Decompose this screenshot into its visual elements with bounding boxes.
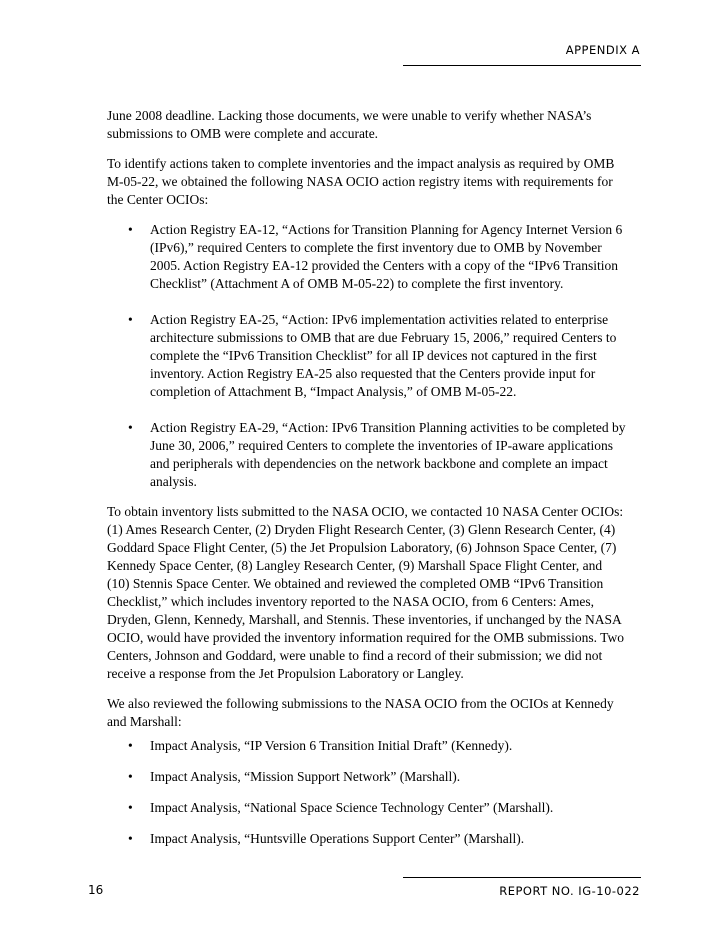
paragraph-registry-intro: To identify actions taken to complete inventories and the impact analysis as required by OMB M-05-22, we obtained the following NASA OCIO action registry items with requirements for the Center OCIOs: bbox=[107, 156, 615, 207]
paragraph-submissions-intro: We also reviewed the following submissions to the NASA OCIO from the OCIOs at Kennedy and Marshall: bbox=[107, 696, 614, 729]
submission-list bbox=[107, 737, 627, 848]
paragraph-inventory-lists: To obtain inventory lists submitted to the NASA OCIO, we contacted 10 NASA Center OCIOs: (1) Ames Research Center, (2) Dryden Flight Research Center, (3) Glenn Research Center, (4) Goddard Space Flight Center, (5) the Jet Propulsion Laboratory, (6) Johnson Space Center, (7) Kennedy Space Center, (8) Langley Research Center, (9) Marshall Space Flight Center, and (10) Stennis Space Center. We obtained and reviewed the completed OMB “IPv6 Transition Checklist,” which includes inventory reported to the NASA OCIO, from 6 Centers: Ames, Dryden, Glenn, Kennedy, Marshall, and Stennis. These inventories, if unchanged by the NASA OCIO, would have provided the inventory information required for the OMB submissions. Two Centers, Johnson and Goddard, were unable to find a record of their submission; we did not receive a response from the Jet Propulsion Laboratory or Langley. bbox=[107, 504, 624, 681]
registry-list bbox=[107, 221, 627, 491]
list-item-text: Impact Analysis, “National Space Science Technology Center” (Marshall). bbox=[150, 800, 554, 815]
list-item bbox=[107, 830, 627, 848]
bullet-icon: • bbox=[128, 420, 133, 435]
list-item bbox=[107, 799, 627, 817]
list-item-text: Action Registry EA-25, “Action: IPv6 implementation activities related to enterprise architecture submissions to OMB that are due February 15, 2006,” required Centers to complete the “IPv6 Transition Checklist” for all IP devices not captured in the first inventory. Action Registry EA-25 also requested that the Centers provide input for completion of Attachment B, “Impact Analysis,” of OMB M-05-22. bbox=[150, 312, 617, 399]
appendix-header: APPENDIX A bbox=[565, 43, 640, 57]
bullet-icon: • bbox=[128, 738, 133, 753]
paragraph-deadline: June 2008 deadline. Lacking those documents, we were unable to verify whether NASA’s submissions to OMB were complete and accurate. bbox=[107, 108, 592, 141]
bullet-icon: • bbox=[128, 800, 133, 815]
list-item-text: Action Registry EA-29, “Action: IPv6 Transition Planning activities to be completed by June 30, 2006,” required Centers to complete the inventories of IP-aware applications and peripherals with dependencies on the network backbone and complete an impact analysis. bbox=[150, 420, 626, 489]
page-body bbox=[107, 107, 627, 861]
list-item bbox=[107, 768, 627, 786]
bullet-icon: • bbox=[128, 831, 133, 846]
list-item-text: Impact Analysis, “IP Version 6 Transition Initial Draft” (Kennedy). bbox=[150, 738, 513, 753]
bullet-icon: • bbox=[128, 769, 133, 784]
bullet-icon: • bbox=[128, 312, 133, 327]
list-item bbox=[107, 419, 627, 491]
header-rule bbox=[403, 65, 641, 66]
footer-rule bbox=[403, 877, 641, 878]
list-item-text: Action Registry EA-12, “Actions for Transition Planning for Agency Internet Version 6 (IPv6),” required Centers to complete the first inventory due to OMB by November 2005. Action Registry EA-12 provided the Centers with a copy of the “IPv6 Transition Checklist” (Attachment A of OMB M-05-22) to complete the first inventory. bbox=[150, 222, 623, 291]
report-number: REPORT NO. IG-10-022 bbox=[499, 884, 640, 898]
list-item bbox=[107, 737, 627, 755]
page-number: 16 bbox=[88, 883, 104, 897]
list-item bbox=[107, 311, 627, 401]
list-item-text: Impact Analysis, “Mission Support Network” (Marshall). bbox=[150, 769, 461, 784]
list-item-text: Impact Analysis, “Huntsville Operations Support Center” (Marshall). bbox=[150, 831, 525, 846]
list-item bbox=[107, 221, 627, 293]
bullet-icon: • bbox=[128, 222, 133, 237]
